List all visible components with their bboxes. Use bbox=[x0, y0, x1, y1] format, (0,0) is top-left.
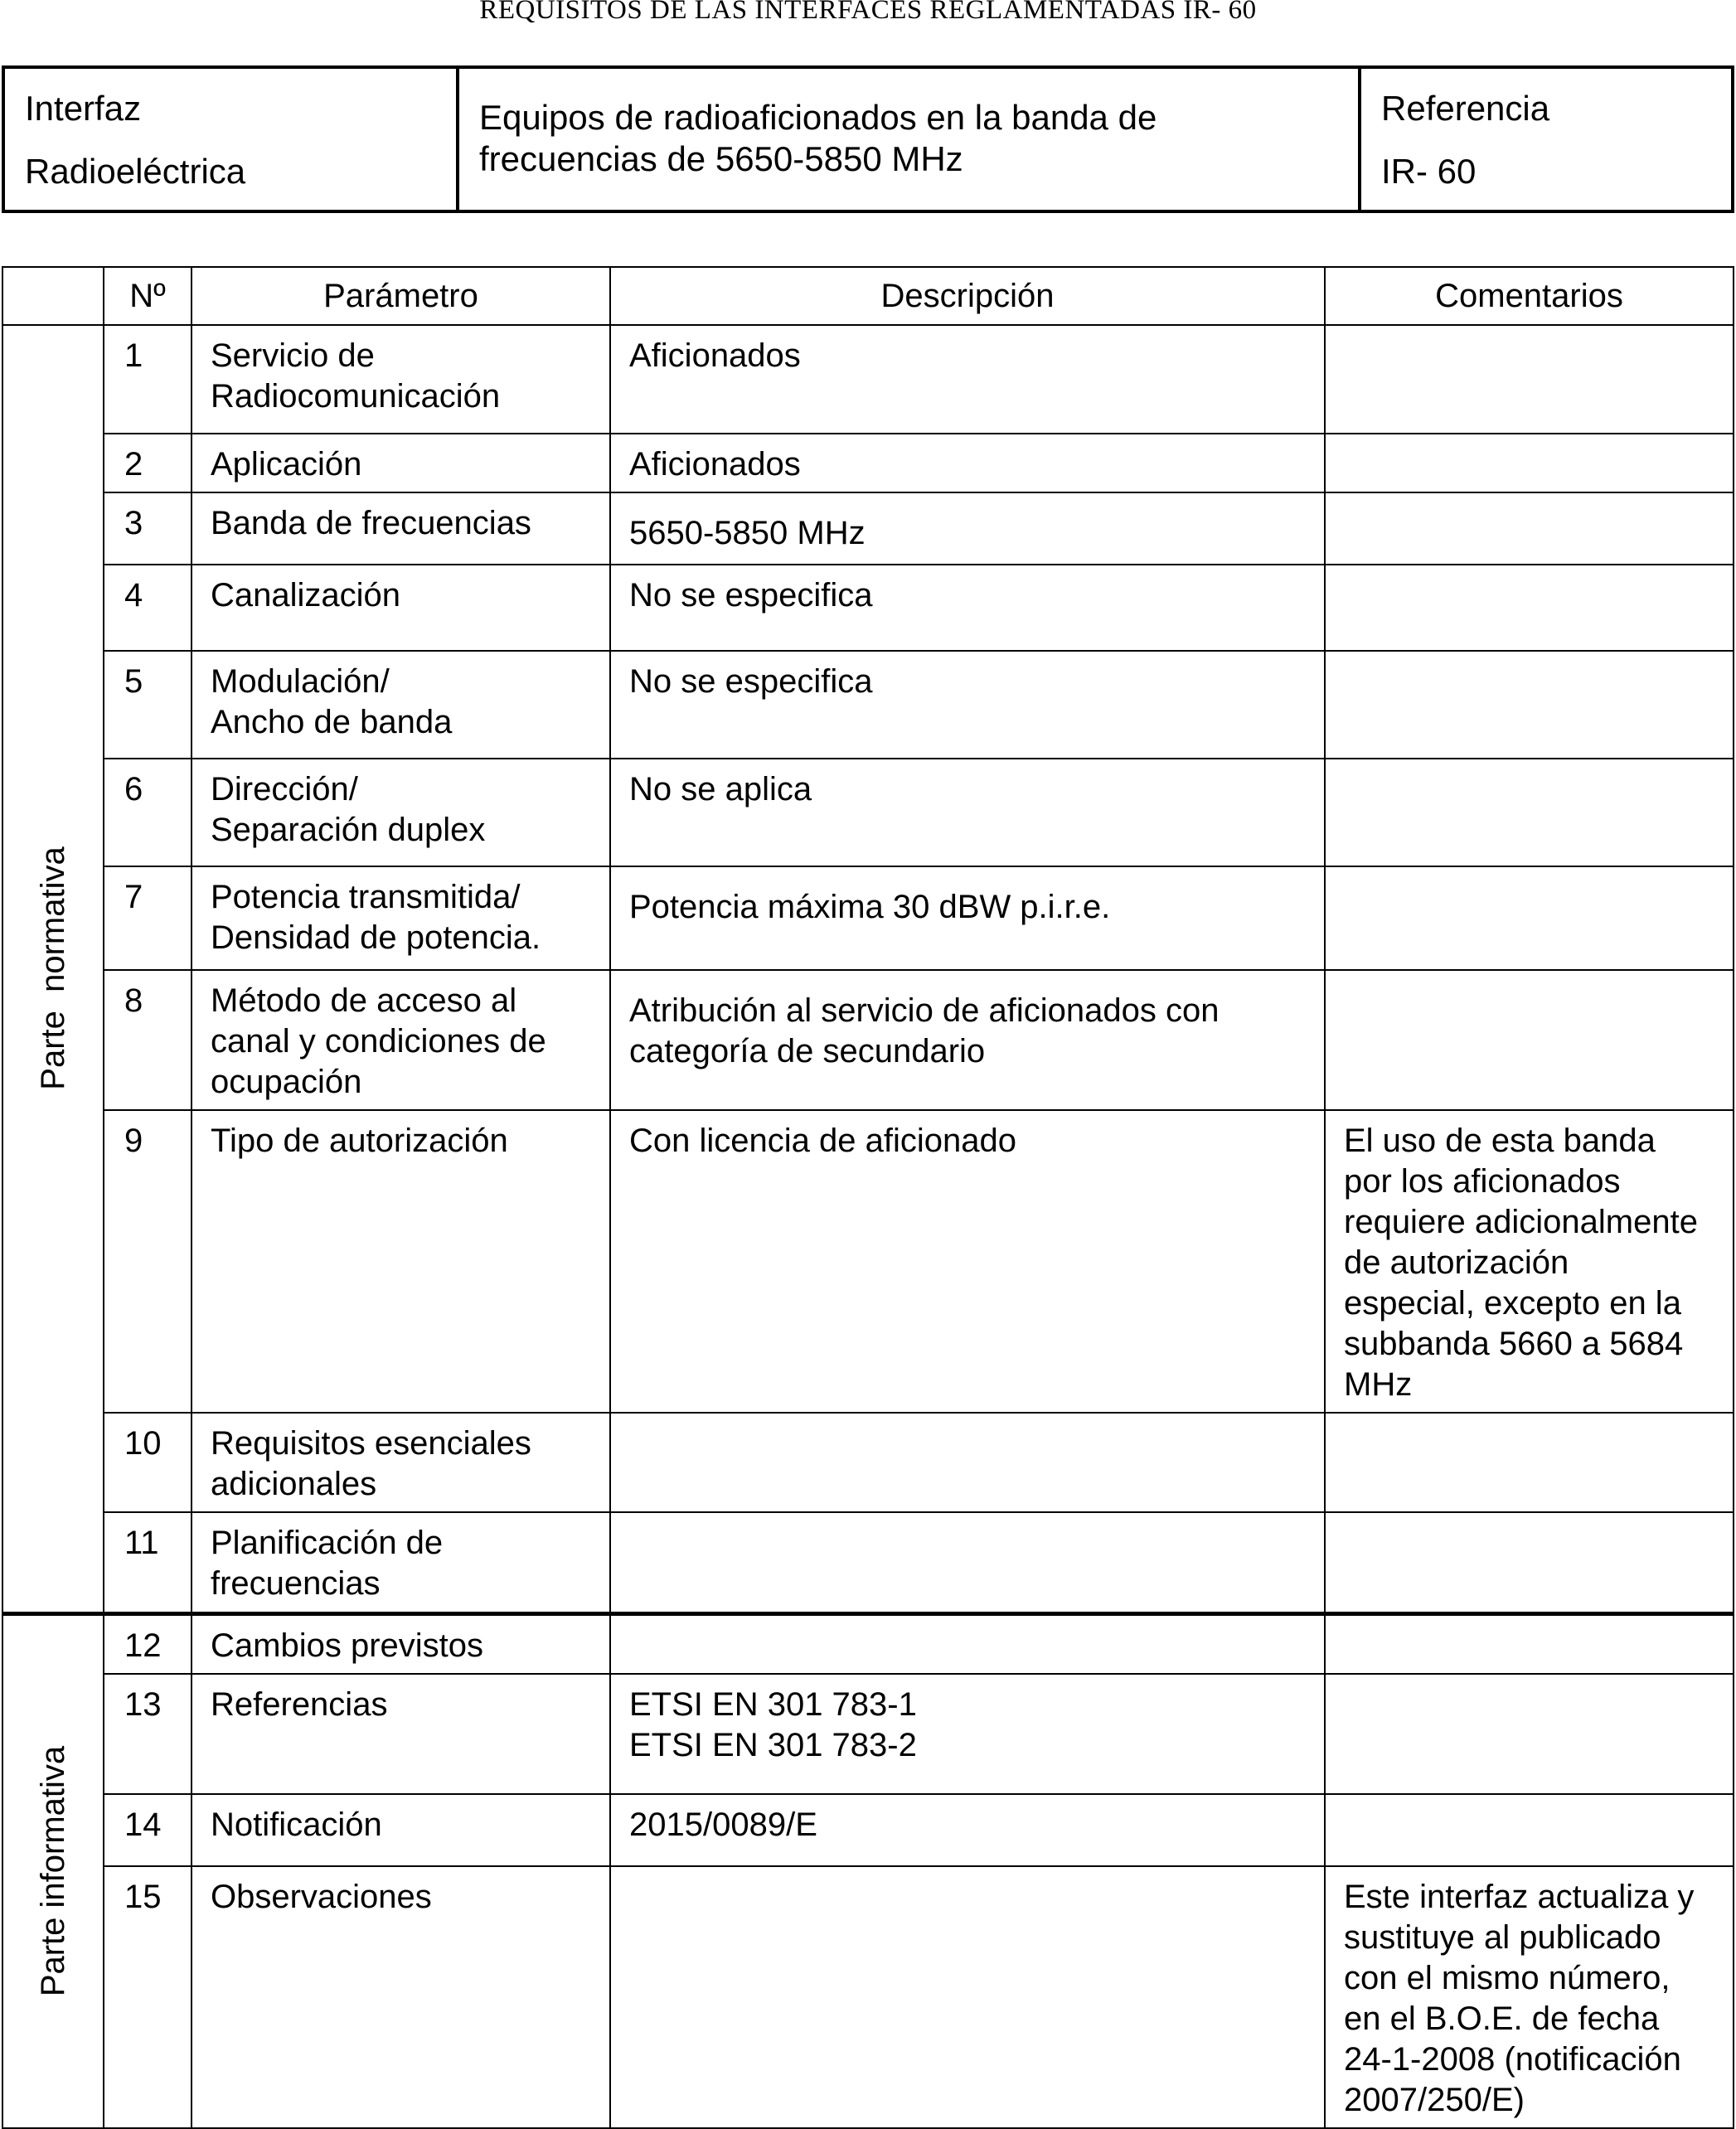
parameter-cell-line: Dirección/ bbox=[211, 771, 358, 807]
section-label: Parte informativa bbox=[35, 1746, 71, 1997]
parameter-cell-line: Modulación/ bbox=[211, 663, 390, 700]
description-cell bbox=[610, 492, 1325, 565]
header-comments: Comentarios bbox=[1325, 267, 1734, 325]
parameter-cell bbox=[192, 970, 610, 1110]
description-cell bbox=[610, 325, 1325, 434]
reference-cell bbox=[1360, 67, 1733, 211]
comments-cell-line: de autorización bbox=[1344, 1244, 1569, 1281]
interface-type-cell bbox=[3, 67, 458, 211]
parameter-cell bbox=[192, 565, 610, 651]
parameter-cell-line: Canalización bbox=[211, 577, 401, 613]
interface-title-line1: Equipos de radioaficionados en la banda de bbox=[479, 98, 1157, 137]
comments-cell-line: 2007/250/E) bbox=[1344, 2082, 1525, 2118]
description-cell bbox=[610, 1413, 1325, 1512]
parameter-cell bbox=[192, 866, 610, 970]
comments-cell-line: subbanda 5660 a 5684 bbox=[1344, 1326, 1684, 1362]
table-row bbox=[2, 1110, 1734, 1413]
description-cell bbox=[610, 759, 1325, 866]
table-row bbox=[2, 651, 1734, 759]
parameter-cell bbox=[192, 325, 610, 434]
comments-cell bbox=[1325, 492, 1734, 565]
description-cell-line: 2015/0089/E bbox=[629, 1806, 817, 1843]
requirements-table bbox=[2, 266, 1734, 2129]
parameter-cell-line: Potencia transmitida/ bbox=[211, 879, 521, 915]
parameter-cell-line: Densidad de potencia. bbox=[211, 919, 541, 956]
row-number: 15 bbox=[104, 1866, 192, 2128]
table-header-row bbox=[2, 267, 1734, 325]
description-cell-line: categoría de secundario bbox=[629, 1033, 986, 1069]
row-number: 1 bbox=[104, 325, 192, 434]
comments-cell bbox=[1325, 1110, 1734, 1413]
comments-cell bbox=[1325, 759, 1734, 866]
comments-cell-line: 24-1-2008 (notificación bbox=[1344, 2041, 1681, 2078]
comments-cell-line: sustituye al publicado bbox=[1344, 1919, 1661, 1956]
description-cell-line: Con licencia de aficionado bbox=[629, 1123, 1016, 1159]
parameter-cell-line: ocupación bbox=[211, 1064, 362, 1100]
comments-cell bbox=[1325, 651, 1734, 759]
parameter-cell-line: Ancho de banda bbox=[211, 704, 453, 740]
table-row bbox=[2, 325, 1734, 434]
table-row bbox=[2, 970, 1734, 1110]
description-cell bbox=[610, 1613, 1325, 1674]
header-number: Nº bbox=[104, 267, 192, 325]
description-cell-line: Aficionados bbox=[629, 337, 801, 374]
row-number: 11 bbox=[104, 1512, 192, 1613]
parameter-cell bbox=[192, 434, 610, 492]
row-number: 2 bbox=[104, 434, 192, 492]
interface-header-box bbox=[2, 65, 1734, 213]
description-cell-line: Atribución al servicio de aficionados con bbox=[629, 992, 1220, 1029]
description-cell bbox=[610, 565, 1325, 651]
parameter-cell-line: Método de acceso al bbox=[211, 982, 517, 1019]
description-cell bbox=[610, 434, 1325, 492]
row-number: 5 bbox=[104, 651, 192, 759]
row-number: 7 bbox=[104, 866, 192, 970]
section-informativa bbox=[2, 1613, 104, 2128]
description-cell bbox=[610, 1110, 1325, 1413]
comments-cell-line: MHz bbox=[1344, 1366, 1413, 1403]
parameter-cell-line: Servicio de bbox=[211, 337, 375, 374]
comments-cell bbox=[1325, 325, 1734, 434]
parameter-cell bbox=[192, 492, 610, 565]
row-number: 8 bbox=[104, 970, 192, 1110]
parameter-cell bbox=[192, 1413, 610, 1512]
section-normativa bbox=[2, 325, 104, 1613]
row-number: 9 bbox=[104, 1110, 192, 1413]
description-cell bbox=[610, 1512, 1325, 1613]
reference-label: Referencia bbox=[1381, 89, 1550, 128]
parameter-cell-line: Tipo de autorización bbox=[211, 1123, 508, 1159]
table-row bbox=[2, 1613, 1734, 1674]
description-cell-line: 5650-5850 MHz bbox=[629, 515, 866, 551]
parameter-cell-line: Aplicación bbox=[211, 446, 362, 483]
header-parameter: Parámetro bbox=[192, 267, 610, 325]
row-number: 12 bbox=[104, 1613, 192, 1674]
parameter-cell-line: Banda de frecuencias bbox=[211, 505, 531, 541]
comments-cell bbox=[1325, 970, 1734, 1110]
section-label: Parte normativa bbox=[35, 846, 71, 1090]
comments-cell-line: Este interfaz actualiza y bbox=[1344, 1879, 1695, 1915]
comments-cell-line: especial, excepto en la bbox=[1344, 1285, 1681, 1322]
parameter-cell bbox=[192, 651, 610, 759]
comments-cell-line: con el mismo número, bbox=[1344, 1960, 1671, 1996]
parameter-cell bbox=[192, 1866, 610, 2128]
description-cell bbox=[610, 866, 1325, 970]
comments-cell bbox=[1325, 1613, 1734, 1674]
table-row bbox=[2, 434, 1734, 492]
parameter-cell-line: Referencias bbox=[211, 1686, 388, 1723]
description-cell-line: No se aplica bbox=[629, 771, 812, 807]
header-description: Descripción bbox=[610, 267, 1325, 325]
table-row bbox=[2, 759, 1734, 866]
parameter-cell-line: Radiocomunicación bbox=[211, 378, 501, 415]
row-number: 3 bbox=[104, 492, 192, 565]
parameter-cell-line: Cambios previstos bbox=[211, 1627, 484, 1664]
parameter-cell-line: Planificación de bbox=[211, 1525, 444, 1561]
header-section bbox=[2, 267, 104, 325]
comments-cell bbox=[1325, 1512, 1734, 1613]
page-header: REQUISITOS DE LAS INTERFACES REGLAMENTADAS IR- 60 bbox=[479, 0, 1257, 25]
parameter-cell-line: Separación duplex bbox=[211, 812, 486, 848]
description-cell-line: Aficionados bbox=[629, 446, 801, 483]
description-cell-line: Potencia máxima 30 dBW p.i.r.e. bbox=[629, 889, 1111, 925]
comments-cell bbox=[1325, 565, 1734, 651]
row-number: 4 bbox=[104, 565, 192, 651]
description-cell-line: ETSI EN 301 783-1 bbox=[629, 1686, 917, 1723]
parameter-cell bbox=[192, 759, 610, 866]
comments-cell-line: por los aficionados bbox=[1344, 1163, 1621, 1200]
comments-cell bbox=[1325, 1794, 1734, 1866]
interface-label: Interfaz bbox=[25, 89, 142, 128]
parameter-cell bbox=[192, 1613, 610, 1674]
table-row bbox=[2, 866, 1734, 970]
comments-cell-line: en el B.O.E. de fecha bbox=[1344, 2000, 1660, 2037]
interface-title-cell bbox=[458, 67, 1360, 211]
table-row bbox=[2, 1794, 1734, 1866]
comments-cell bbox=[1325, 1413, 1734, 1512]
comments-cell bbox=[1325, 1674, 1734, 1794]
interface-value: Radioeléctrica bbox=[25, 152, 246, 191]
description-cell bbox=[610, 651, 1325, 759]
comments-cell-line: requiere adicionalmente bbox=[1344, 1204, 1698, 1240]
description-cell bbox=[610, 1866, 1325, 2128]
table-row bbox=[2, 492, 1734, 565]
parameter-cell-line: Notificación bbox=[211, 1806, 382, 1843]
parameter-cell bbox=[192, 1674, 610, 1794]
parameter-cell bbox=[192, 1794, 610, 1866]
description-cell-line: No se especifica bbox=[629, 577, 873, 613]
parameter-cell-line: Requisitos esenciales bbox=[211, 1425, 531, 1462]
table-row bbox=[2, 1413, 1734, 1512]
parameter-cell-line: adicionales bbox=[211, 1466, 377, 1502]
description-cell bbox=[610, 1794, 1325, 1866]
table-row bbox=[2, 1866, 1734, 2128]
reference-value: IR- 60 bbox=[1381, 152, 1477, 191]
row-number: 13 bbox=[104, 1674, 192, 1794]
table-row bbox=[2, 1674, 1734, 1794]
parameter-cell-line: canal y condiciones de bbox=[211, 1023, 546, 1060]
interface-title-line2: frecuencias de 5650-5850 MHz bbox=[479, 139, 963, 178]
parameter-cell-line: Observaciones bbox=[211, 1879, 432, 1915]
comments-cell bbox=[1325, 1866, 1734, 2128]
row-number: 10 bbox=[104, 1413, 192, 1512]
description-cell-line: ETSI EN 301 783-2 bbox=[629, 1727, 917, 1763]
description-cell bbox=[610, 970, 1325, 1110]
row-number: 6 bbox=[104, 759, 192, 866]
parameter-cell-line: frecuencias bbox=[211, 1565, 381, 1602]
parameter-cell bbox=[192, 1512, 610, 1613]
comments-cell-line: El uso de esta banda bbox=[1344, 1123, 1656, 1159]
table-row bbox=[2, 565, 1734, 651]
comments-cell bbox=[1325, 434, 1734, 492]
parameter-cell bbox=[192, 1110, 610, 1413]
description-cell bbox=[610, 1674, 1325, 1794]
comments-cell bbox=[1325, 866, 1734, 970]
row-number: 14 bbox=[104, 1794, 192, 1866]
table-row bbox=[2, 1512, 1734, 1613]
description-cell-line: No se especifica bbox=[629, 663, 873, 700]
